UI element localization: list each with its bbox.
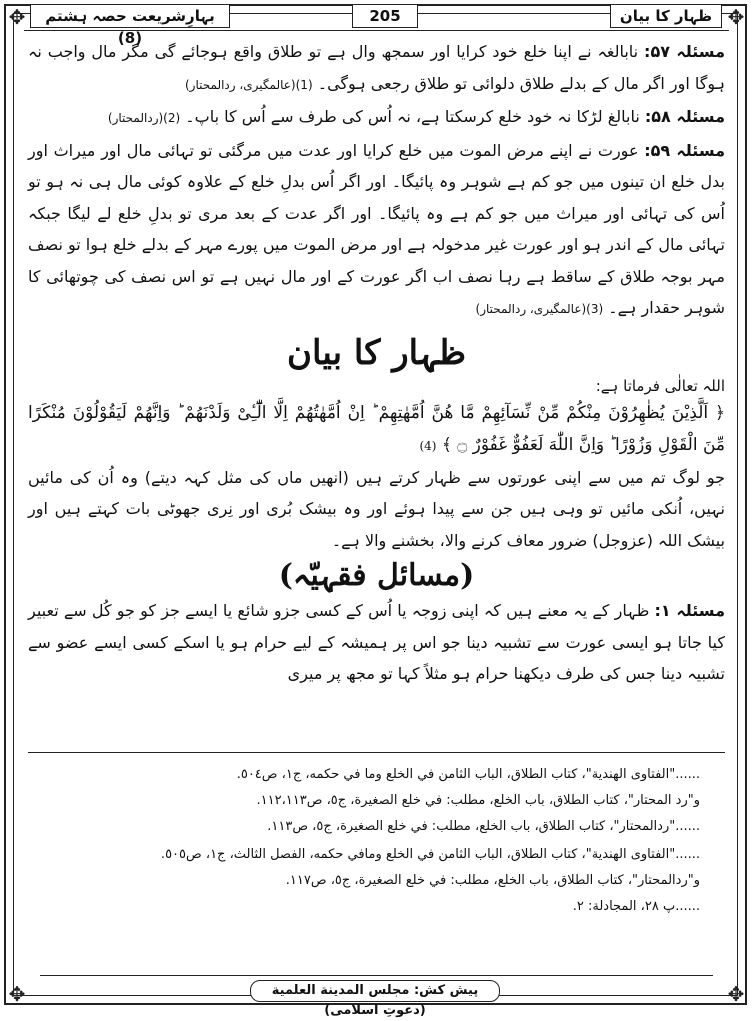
masala-label: مسئلہ ۵۷: bbox=[644, 42, 725, 61]
header-divider bbox=[24, 30, 729, 31]
fiqh-heading: (مسائل فقہیّہ) bbox=[278, 558, 475, 593]
footer-divider bbox=[40, 975, 713, 976]
masala-58 bbox=[28, 101, 725, 135]
masala-text: عورت نے اپنے مرض الموت میں خلع کرایا اور عدت میں مرگئی تو تہائی مال اور میراث اور بدل خلع ان تینوں میں جو کم ہے شوہر وہ پائیگا۔ اور اگر اُس بدلِ خلع کے علاوہ کوئی مال ہی نہ ہو تو اُس کی تہائی اور میراث میں جو کم ہے وہ پائیگا۔ اور اگر عدت کے بعد مری تو بدلِ خلع لے لیگا جبکہ تہائی مال کے اندر ہو اور عورت غیر مدخولہ ہے اور مرض الموت میں پورے مہر کے بدلے خلع ہوا تو نصف مہر بوجہ طلاق کے ساقط ہے رہا نصف اب اگر عورت کے اور مال نہیں ہے تو اس نصف کی چوتھائی کا شوہر حقدار ہے۔ bbox=[28, 140, 725, 317]
masala-label: مسئلہ ۵۹: bbox=[644, 140, 726, 160]
masala-text: ظہار کے یہ معنے ہیں کہ اپنی زوجہ یا اُس کے کسی جزو شائع یا ایسے جز کو جو کُل سے تعبیر کیا جاتا ہو ایسی عورت سے تشبیہ دینا جو اس پر ہمیشہ کے لیے حرام ہو یا اسکے کسی ایسے عضو سے تشبیہ دینا جس کی طرف دیکھنا حرام ہو مثلاً کہا تو مجھ پر میری bbox=[28, 601, 725, 683]
intro-line: اللہ تعالٰی فرماتا ہے: bbox=[595, 376, 725, 395]
footnote: ......"الفتاوی الهندیة"، کتاب الطلاق، الباب الثامن في الخلع وما في حکمه، ج١، ص٥٠٤. bbox=[236, 767, 700, 782]
ayah-reference: (4) bbox=[419, 438, 437, 453]
page-header bbox=[24, 4, 729, 47]
ayah-text: ﴿ اَلَّذِيْنَ يُظٰهِرُوْنَ مِنْكُمْ مِّنْ نِّسَآئِهِمْ مَّا هُنَّ اُمَّهٰتِهِمْ ؕ اِنْ اُمَّهٰتُهُمْ اِلَّا الّٰٓـِٔىْ وَلَدْنَهُمْ ؕ وَاِنَّهُمْ لَيَقُوْلُوْنَ مُنْكَرًا مِّنَ الْقَوْلِ وَزُوْرًا ؕ وَاِنَّ اللّٰهَ لَعَفُوٌّ غَفُوْرٌ ۝ ﴾ bbox=[28, 402, 725, 455]
footnote: و"رد المحتار"، کتاب الطلاق، باب الخلع، مطلب: في خلع الصغیرة، ج٥، ص١١٢،١١٣. bbox=[256, 793, 700, 808]
corner-ornament-icon: ✥ bbox=[8, 5, 26, 29]
masala-reference: (3)(عالمگیری، ردالمحتار) bbox=[475, 302, 604, 316]
masala-1 bbox=[28, 595, 725, 690]
header-section-title: ظہار کا بیان bbox=[610, 4, 722, 28]
corner-ornament-icon: ✥ bbox=[727, 5, 745, 29]
footnote: و"ردالمحتار"، کتاب الطلاق، باب الخلع، مطلب: في خلع الصغیرة، ج٥، ص١١٧. bbox=[285, 873, 700, 888]
corner-ornament-icon: ✥ bbox=[8, 982, 26, 1006]
masala-57 bbox=[28, 36, 725, 101]
verse-translation: جو لوگ تم میں سے اپنی عورتوں سے ظہار کرتے ہیں (انھیں ماں کی مثل کہہ دیتے) وہ اُن کی مائیں نہیں، اُنکی مائیں تو وہی ہیں جن سے پیدا ہوئے اور وہ بیشک بُری اور نِری جھوٹی بات کہتے ہیں اور بیشک اللہ (عزوجل) ضرور معاف کرنے والا، بخشنے والا ہے۔ bbox=[28, 467, 725, 550]
header-page-number: 205 bbox=[352, 4, 418, 28]
footnote: ......پ ٢٨، المجادلة: ٢. bbox=[572, 899, 700, 914]
chapter-heading: ظہار کا بیان bbox=[286, 332, 467, 373]
footnote: ......"ردالمحتار"، کتاب الطلاق، باب الخلع، مطلب: في خلع الصغیرة، ج٥، ص١١٣. bbox=[267, 819, 700, 834]
publisher-footer: پیش کش: مجلس المدینة العلمیة (دعوتِ اسلامی) bbox=[250, 980, 500, 1002]
masala-59 bbox=[28, 135, 725, 326]
masala-reference: (1)(عالمگیری، ردالمحتار) bbox=[185, 77, 313, 92]
masala-label: مسئلہ ۵۸: bbox=[644, 107, 725, 126]
corner-ornament-icon: ✥ bbox=[727, 982, 745, 1006]
masala-text: نابالغ لڑکا نہ خود خلع کرسکتا ہے، نہ اُس کی طرف سے اُس کا باپ۔ bbox=[185, 107, 640, 126]
masala-text: نابالغہ نے اپنا خلع خود کرایا اور سمجھ وال ہے تو طلاق واقع ہوجائے گی مگر مال واجب نہ ہوگا اور اگر مال کے بدلے طلاق دلوائی تو طلاق رجعی ہوگی۔ bbox=[28, 42, 725, 93]
quran-verse bbox=[28, 397, 725, 462]
header-book-title: بہارِشریعت حصہ ہشتم (8) bbox=[30, 4, 230, 28]
masala-reference: (2)(ردالمحتار) bbox=[107, 111, 181, 125]
masala-label: مسئلہ ۱: bbox=[654, 601, 725, 620]
footnote: ......"الفتاوی الهندیة"، کتاب الطلاق، الباب الثامن في الخلع ومافي حکمه، الفصل الثالث، ج١، ص٥٠٥. bbox=[160, 847, 700, 862]
footnote-divider bbox=[28, 752, 725, 753]
